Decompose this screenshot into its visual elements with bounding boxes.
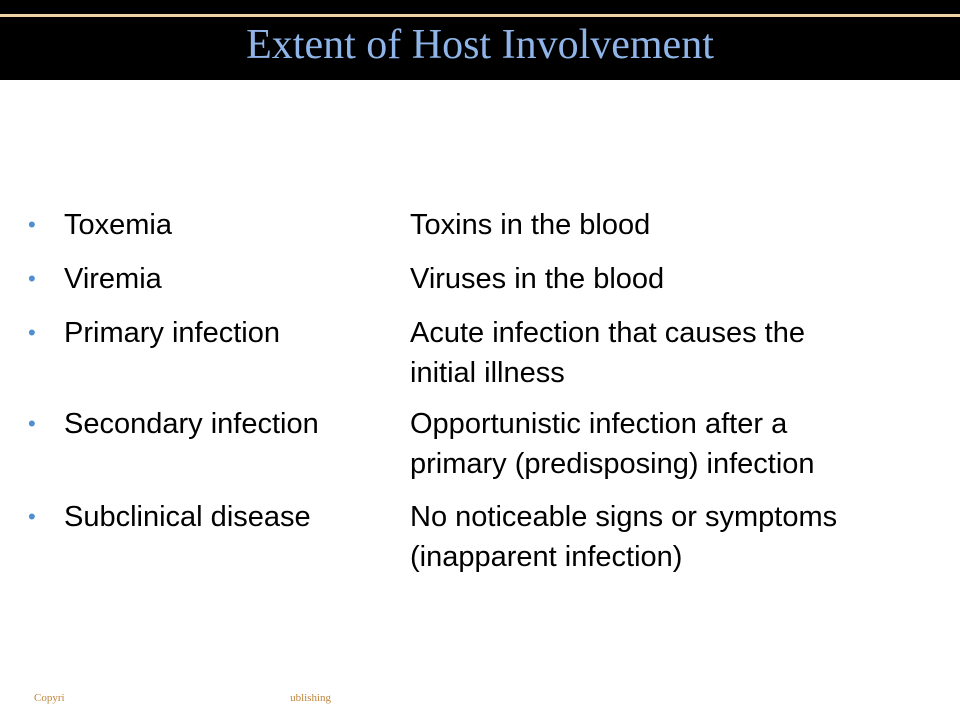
copyright-footer — [34, 691, 331, 705]
definition-line: initial illness — [410, 357, 565, 389]
footer-text-start: Copyri — [34, 692, 65, 704]
definition-line: No noticeable signs or symptoms — [410, 501, 838, 533]
definition-text — [410, 313, 950, 393]
definition-line: Opportunistic infection after a — [410, 408, 788, 440]
definition-line: Viruses in the blood — [410, 263, 665, 295]
bullet-icon: • — [28, 266, 36, 291]
definition-text — [410, 259, 950, 299]
definition-line: Acute infection that causes the — [410, 317, 805, 349]
bullet-icon: • — [28, 504, 36, 529]
bullet-icon: • — [28, 212, 36, 237]
definition-text — [410, 205, 950, 245]
definition-line: primary (predisposing) infection — [410, 448, 815, 480]
bullet-icon: • — [28, 411, 36, 436]
term-label: Viremia — [64, 263, 162, 295]
term-label: Toxemia — [64, 209, 172, 241]
definition-line: Toxins in the blood — [410, 209, 651, 241]
term-label: Secondary infection — [64, 408, 319, 440]
definition-text — [410, 404, 950, 484]
term-label: Subclinical disease — [64, 501, 311, 533]
slide-title: Extent of Host Involvement — [246, 22, 714, 68]
definition-line: (inapparent infection) — [410, 541, 683, 573]
bullet-icon: • — [28, 320, 36, 345]
definition-text — [410, 497, 950, 577]
term-label: Primary infection — [64, 317, 280, 349]
footer-text-fragment: ublishing — [290, 692, 332, 704]
